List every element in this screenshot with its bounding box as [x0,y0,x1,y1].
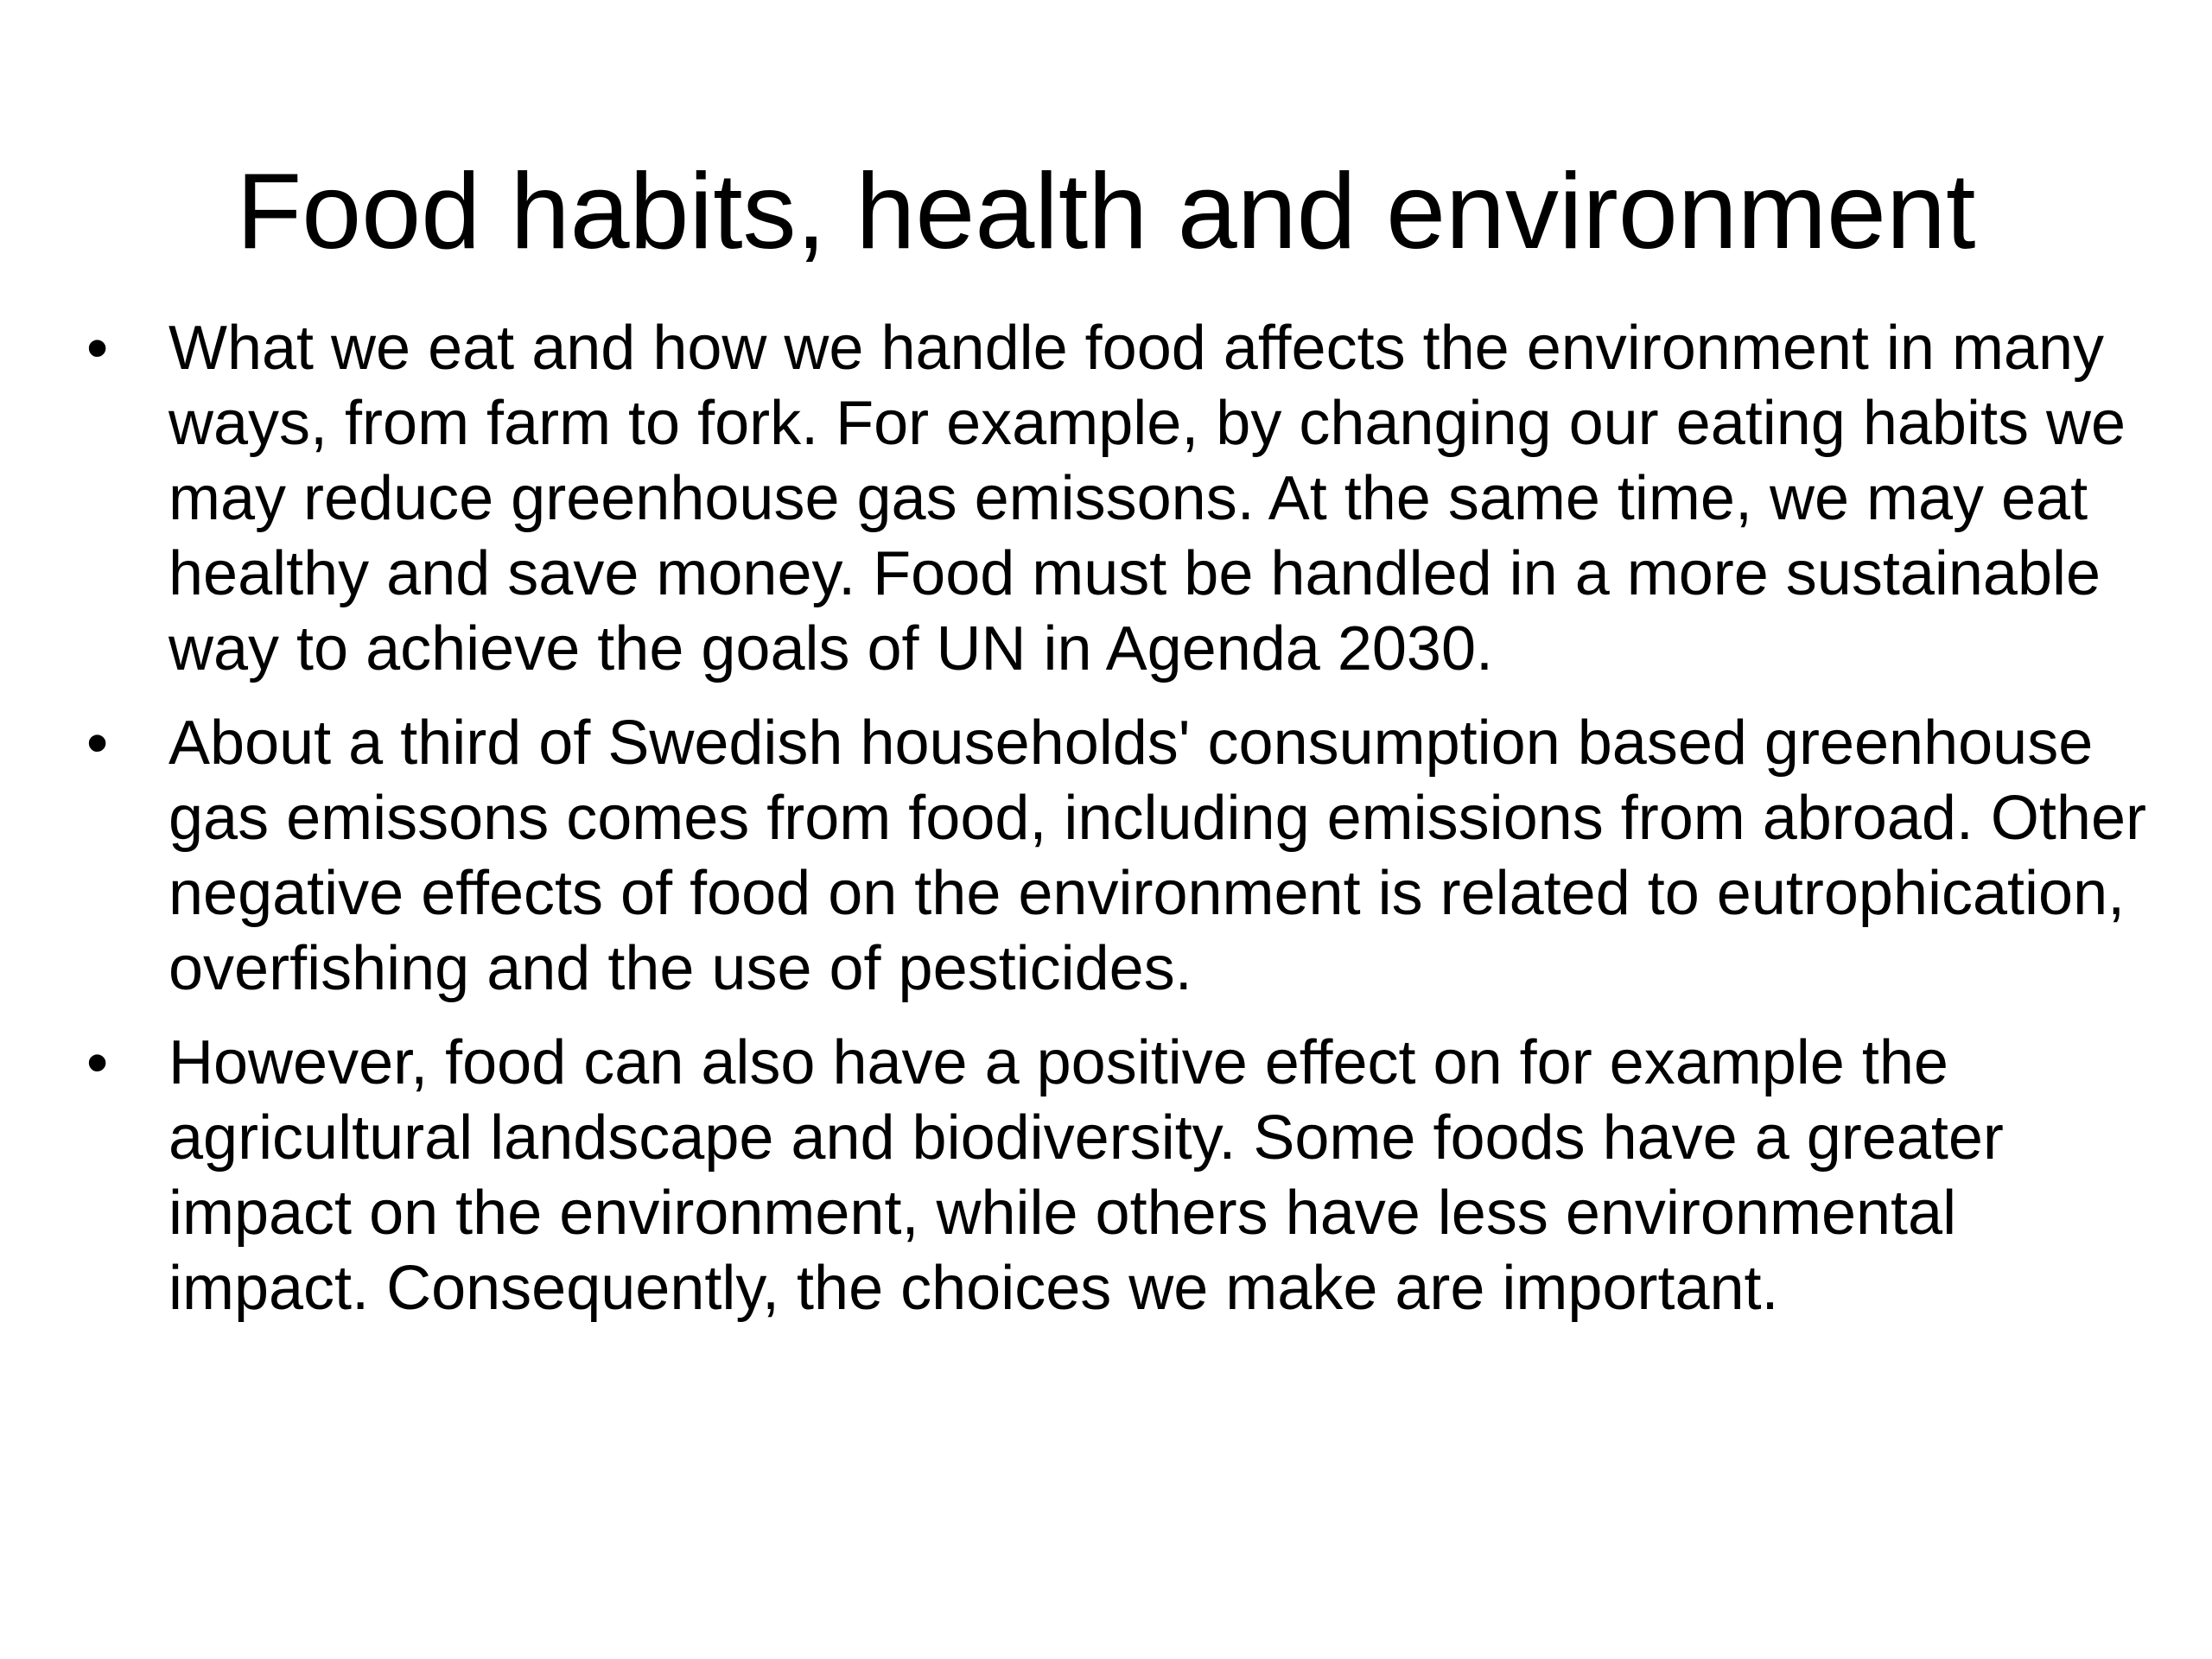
bullet-item-3 [78,1026,2160,1326]
bullet-dot-icon: • [86,709,109,778]
bullet-item-1 [78,311,2160,687]
bullet-text: What we eat and how we handle food affects the environment in many ways, from farm to fork. For example, by changing our eating habits we may reduce greenhouse gas emissons. At the same time, we may eat healthy and save money. Food must be handled in a more sustainable way to achieve the goals of UN in Agenda 2030. [168,314,2126,683]
bullet-text: About a third of Swedish households' consumption based greenhouse gas emissons comes from food, including emissions from abroad. Other negative effects of food on the environment is related to eutrophication, overfishing and the use of pesticides. [168,709,2146,1003]
slide-title: Food habits, health and environment [236,152,1976,271]
bullet-list [78,311,2160,1345]
bullet-text: However, food can also have a positive effect on for example the agricultural landscape and biodiversity. Some foods have a greater impact on the environment, while others have less environmental impact. Consequently, the choices we make are important. [168,1028,2004,1323]
bullet-dot-icon: • [86,314,109,383]
bullet-dot-icon: • [86,1028,109,1097]
bullet-item-2 [78,706,2160,1007]
